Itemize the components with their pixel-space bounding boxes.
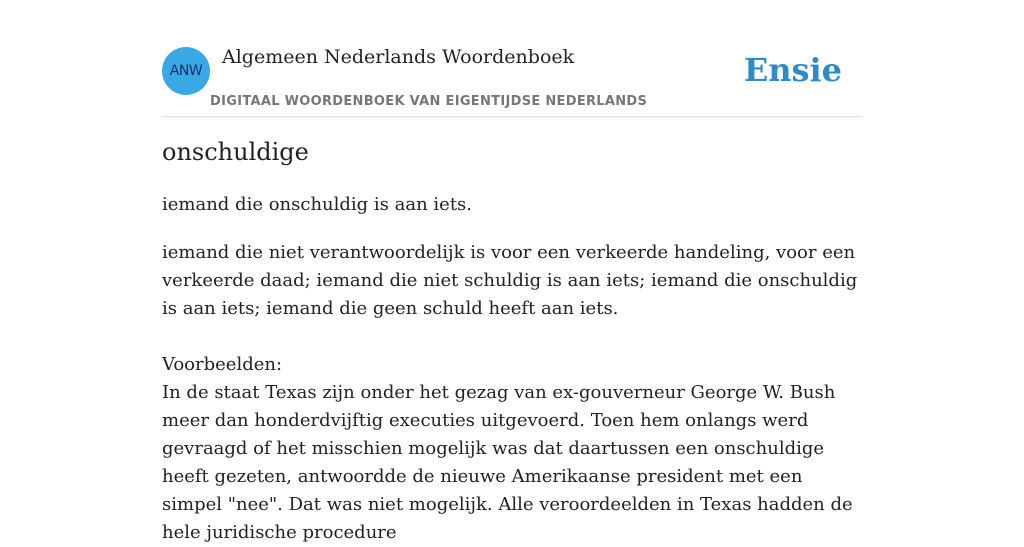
examples-label: Voorbeelden:	[162, 354, 283, 375]
ensie-brand-link[interactable]: Ensie	[743, 51, 842, 89]
full-definition: iemand die niet verantwoordelijk is voor een verkeerde handeling, voor een verkeerde daad; iemand die niet schuldig is aan iets; iemand die onschuldig is aan iets; iemand die geen schuld heeft aan iets.	[162, 242, 858, 319]
example-text: In de staat Texas zijn onder het gezag van ex-gouverneur George W. Bush meer dan honderdvijftig executies uitgevoerd. Toen hem onlangs werd gevraagd of het misschien mogelijk was dat daartussen een onschuldige heeft gezeten, antwoordde de nieuwe Amerikaanse president met een simpel "nee". Dat was niet mogelijk. Alle veroordeelden in Texas hadden de hele juridische procedure	[162, 382, 853, 543]
page	[162, 0, 862, 543]
paragraph-spacer	[162, 323, 866, 351]
anw-logo[interactable]	[162, 47, 210, 95]
definition-body	[162, 239, 866, 547]
logo-text: ANW	[169, 63, 203, 79]
site-header	[162, 0, 862, 117]
site-title[interactable]: Algemeen Nederlands Woordenboek	[222, 46, 575, 68]
site-subtitle: DIGITAAL WOORDENBOEK VAN EIGENTIJDSE NEDERLANDS	[210, 94, 648, 109]
short-definition: iemand die onschuldig is aan iets.	[162, 194, 473, 215]
page-title: onschuldige	[162, 138, 309, 166]
